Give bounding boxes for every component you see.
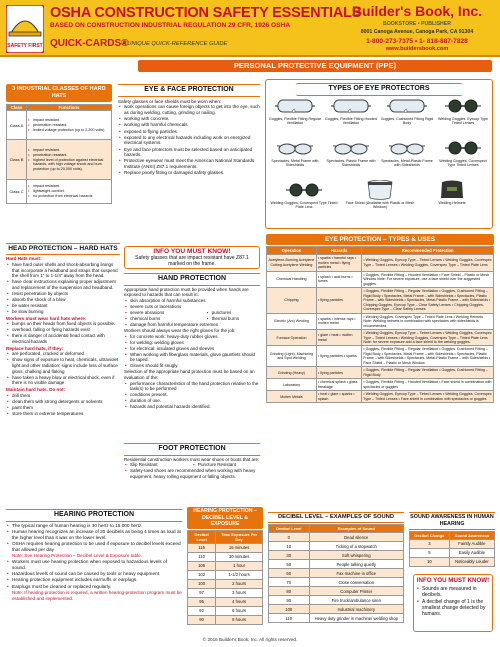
class-a-label: Class A xyxy=(7,111,27,140)
table-row xyxy=(188,597,263,606)
table-cell: • glare • heat • molten metal xyxy=(316,330,361,346)
hard-hat-classes-title: 3 INDUSTRIAL CLASSES OF HARD HATS xyxy=(6,84,112,102)
column-header: Time Exposure Per Day xyxy=(216,530,263,543)
table-row xyxy=(269,569,404,578)
table-row xyxy=(267,379,494,391)
header-banner xyxy=(0,0,500,57)
eye-face-section xyxy=(118,84,260,176)
table-cell: Electric (Arc) Welding xyxy=(267,313,317,329)
eye-protector-item xyxy=(380,138,434,167)
page-subtitle: BASED ON CONSTRUCTION INDUSTRIAL REGULATION 29 CFR, 1926 OSHA xyxy=(50,22,291,29)
spectacles-metal-icon xyxy=(275,138,315,158)
list-item: ▪ damage from harmful temperature extremes xyxy=(124,322,260,328)
list-item: ▪ severe abrasions xyxy=(124,310,206,316)
table-cell: • Welding Goggles, Eyecup Type – Tinted Lenses • Welding Goggles, Coverspec Type – Tinted Lenses • Face shield in combination with spectacles or goggles xyxy=(363,392,492,401)
table-cell: • Goggles, Flexible Fitting – Regular Ventilation • Goggles, Cushioned Fitting – Rigid Body xyxy=(362,367,494,379)
eye-uses-table xyxy=(266,246,494,403)
list-item: • Protective eyewear must meet the American National Standards Institute (ANSI) Z87.1 requirements. xyxy=(118,158,260,169)
table-cell: 50 xyxy=(269,560,310,569)
publisher-subtitle: BOOKSTORE • PUBLISHER xyxy=(382,20,451,27)
eye-protector-label: Welding Helmets xyxy=(438,201,466,206)
ppe-section-title: PERSONAL PROTECTIVE EQUIPMENT (PPE) xyxy=(138,60,492,72)
table-cell: Laboratory xyxy=(267,379,317,391)
table-row xyxy=(188,543,263,552)
hand-intro: Appropriate hand protection must be provided when hands are exposed to hazards that can result in: xyxy=(124,286,249,298)
hard-hat-classes-section xyxy=(6,84,112,204)
list-item: • hazards and potential hazards identified. xyxy=(124,404,260,410)
list-item: • Earplugs must be cleaned or replaced regularly. xyxy=(6,584,182,590)
table-cell: 30 minutes xyxy=(216,552,263,561)
hearing-note-2: Note: If hearing protection is required, a written hearing-protection program must be established and implemented. xyxy=(12,589,182,601)
table-row xyxy=(269,578,404,587)
spectacles-plastic-icon xyxy=(331,138,371,158)
table-cell: • Goggles, Flexible Fitting – Regular Ventilation • Goggles, Cushioned Fitting – Rigid Body • Spectacles, Metal Frame – with Sideshields • Spectacles, Plastic Frame – with Sideshields • Spectacles, Metal-Plastic Frame – with Sideshields • Face Shield – Plastic or Mesh Window xyxy=(362,346,494,367)
eye-uses-title: EYE PROTECTION – TYPES & USES xyxy=(266,234,494,245)
table-cell: Dead silence xyxy=(309,533,404,542)
list-item: • exposed to flying particles. xyxy=(118,129,260,135)
eye-protector-label: Face Shield (Available with Plastic or Mesh Window) xyxy=(345,201,415,210)
list-item: • clean them with strong detergents or solvents xyxy=(6,399,120,405)
list-item: • resist penetration by objects xyxy=(6,291,120,297)
list-item: • lightweight comfort. xyxy=(27,189,111,194)
list-item: • working with concrete. xyxy=(118,116,260,122)
table-row xyxy=(269,596,404,605)
list-item: • absorb the shock of a blow xyxy=(6,297,120,303)
list-item: • duration of use. xyxy=(124,398,260,404)
eye-protector-label: Goggles, Flexible Fitting Regular Ventilation xyxy=(268,117,322,126)
column-header: Sound Awareness xyxy=(449,531,494,539)
safety-first-hardhat-logo-icon xyxy=(6,5,44,53)
table-cell: 8 hours xyxy=(216,615,263,624)
list-item: • Sounds are measured in decibels. xyxy=(416,586,490,599)
table-cell: • Goggles, Flexible Fitting – Hooded Ventilation • Face shield in combination with spectacles or goggles xyxy=(363,380,492,389)
list-item: • working with harmful chemicals xyxy=(118,122,260,128)
table-cell: 1 hour xyxy=(216,561,263,570)
goggles-flex-regular-icon xyxy=(275,96,315,116)
table-cell: 80 xyxy=(269,587,310,596)
publisher-name: Builder's Book, Inc. xyxy=(351,3,483,19)
table-cell: Heavy duty grinder in machine/ welding shop xyxy=(309,614,404,623)
table-row xyxy=(410,557,495,566)
logo-text: SAFETY FIRST xyxy=(7,43,43,49)
list-item: • be water resistant xyxy=(6,303,120,309)
welding-helmet-icon xyxy=(432,180,472,200)
goggles-flex-hooded-icon xyxy=(331,96,371,116)
column-header: Hazards xyxy=(316,247,361,255)
table-cell: 6 hours xyxy=(216,606,263,615)
info-box-decibels xyxy=(413,574,493,632)
foot-protection-title: FOOT PROTECTION xyxy=(124,443,260,456)
table-cell: 100 xyxy=(188,579,216,588)
selection-text: Selection of the appropriate hand protection must be based on an evaluation of the: xyxy=(124,369,255,381)
eye-protector-label: Welding Goggles, Eyecup Type Tinted Lenses xyxy=(437,117,488,126)
table-cell: 70 xyxy=(269,578,310,587)
table-cell: 10 xyxy=(269,542,310,551)
replace-hard-hats-label: Replace hard hats, if they: xyxy=(6,345,64,351)
table-cell: Fax machine in office xyxy=(309,569,404,578)
table-cell: 92 xyxy=(188,606,216,615)
table-row xyxy=(188,606,263,615)
table-row xyxy=(267,271,494,287)
list-item: • paint them xyxy=(6,405,120,411)
table-cell: Acetylene-Burning Acetylene Cutting Acetylene Welding xyxy=(267,255,317,271)
eye-protector-types-section xyxy=(265,79,493,229)
eye-protector-label: Goggles, Cushioned Fitting Rigid Body xyxy=(380,117,434,126)
list-item: • for concrete work: heavy-duty rubber gloves. xyxy=(124,334,260,340)
list-item: • conditions present. xyxy=(124,392,260,398)
table-cell: Fire truck/ambulance siren xyxy=(309,596,404,605)
table-row xyxy=(267,346,494,367)
list-item: • have clear instructions explaining proper adjustment and replacement of the suspension and headband. xyxy=(6,279,120,290)
table-cell: • Welding Goggles, Eyecup Type – Tinted Lenses • Welding Goggles, Coverspec Type – Tinted Lenses • Welding Goggles, Coverspec Type – Tinted Plate Lens xyxy=(362,255,494,271)
info-box-z87 xyxy=(124,246,260,269)
list-item: • Safety-toed shoes are recommended when working with heavy equipment, heavy rolling equipment or falling objects. xyxy=(124,468,260,479)
column-header: Decibel Level xyxy=(188,530,216,543)
list-item: • Workers must use hearing protection when exposed to hazardous levels of sound. xyxy=(6,559,182,571)
table-cell: • sparks • harmful rays • molten metal • flying particles xyxy=(316,255,361,271)
table-cell: 110 xyxy=(269,614,310,623)
list-item: • Replace poorly fitting or damaged safety glasses. xyxy=(118,170,260,176)
list-item: • no protection from electrical hazards xyxy=(27,194,111,199)
welding-goggles-coverspec-plate-icon xyxy=(284,180,324,200)
table-cell: • Welding Goggles, Coverspec Type – Tinted Plate Lens • Welding Helmets Note: Welding helmets in combination with spectacles with sideshields is recommended. xyxy=(362,313,494,329)
table-row xyxy=(188,561,263,570)
table-cell: 5 xyxy=(410,548,450,557)
table-cell: 105 xyxy=(188,561,216,570)
table-cell: 3 xyxy=(410,539,450,548)
column-header: Decibel Change xyxy=(410,531,450,539)
list-item: • store them in extreme temperatures xyxy=(6,411,120,417)
table-row xyxy=(269,605,404,614)
hearing-protection-section xyxy=(6,509,182,601)
eye-protector-item xyxy=(344,180,416,209)
table-cell: 115 xyxy=(188,543,216,552)
table-cell: • Goggles, Flexible Fitting – Regular Ventilation • Goggles, Cushioned Fitting – Rigid Body • Spectacles, Metal Frame – with Sideshields • Spectacles, Plastic Frame – with Sideshields • Spectacles, Metal-Plastic Frame – with Sideshields • Chipping Goggles, Eyecup Type – Clear Safety Lenses • Chipping Goggles, Coverspec Type – Clear Safety Lenses xyxy=(362,288,494,313)
list-item: • for welding: welding gloves xyxy=(124,340,260,346)
goggles-cushioned-icon xyxy=(387,96,427,116)
col-class: Class xyxy=(7,104,27,111)
list-item: • OSHA requires hearing protection to be used if exposure to decibel levels exceed that allowed per day xyxy=(6,541,182,553)
table-row xyxy=(188,588,263,597)
eye-uses-section xyxy=(266,234,494,403)
table-cell: 4 hours xyxy=(216,597,263,606)
table-row xyxy=(267,288,494,313)
spectacles-metal-plastic-icon xyxy=(387,138,427,158)
list-item: • Hearing protection equipment includes earmuffs or earplugs. xyxy=(6,577,182,583)
decibel-examples-title: DECIBEL LEVEL – EXAMPLES OF SOUND xyxy=(268,512,404,523)
table-cell: Industrial machinery xyxy=(309,605,404,614)
table-row xyxy=(410,539,495,548)
table-cell: 90 xyxy=(269,596,310,605)
hearing-protection-title: HEARING PROTECTION xyxy=(6,509,182,522)
page-title: OSHA CONSTRUCTION SAFETY ESSENTIALS xyxy=(50,5,362,21)
table-cell: • Goggles, Flexible Fitting – Hooded Ventilation • Face Shield – Plastic or Mesh Window Note: For severe exposure, use a face shield over the suggested goggles. xyxy=(362,271,494,287)
table-cell: Computer Printer xyxy=(309,587,404,596)
class-b-label: Class B xyxy=(7,140,27,180)
publisher-website: www.buildersbook.com xyxy=(385,45,449,52)
sound-awareness-section xyxy=(409,512,495,567)
list-item: • have hard outer shells and shock-absorbing linings that incorporate a headband and straps that suspend the shell from 1" to 1-1/4" away from the head. xyxy=(6,262,120,279)
table-cell: 90 xyxy=(188,615,216,624)
table-row xyxy=(267,330,494,346)
wear-hard-hats-label: Workers must wear hard hats where: xyxy=(6,315,87,321)
table-cell: 3 hours xyxy=(216,588,263,597)
list-item: • impact resistant. xyxy=(27,148,111,153)
table-cell: Molten Metals xyxy=(267,391,317,403)
table-row xyxy=(410,548,495,557)
list-item: • overhead, falling or flying hazards exist xyxy=(6,327,120,333)
quickcards-brand: QUICK-CARDS® xyxy=(50,38,129,49)
publisher-block xyxy=(338,3,496,53)
table-cell: Ticking of a stopwatch xyxy=(309,542,404,551)
foot-protection-section xyxy=(124,443,260,480)
table-cell: 10 xyxy=(410,557,450,566)
list-item: • have taken a heavy blow or electrical shock, even if there is no visible damage xyxy=(6,375,120,386)
table-row xyxy=(267,313,494,329)
table-cell: Chemical Handling xyxy=(267,271,317,287)
decibel-examples-section xyxy=(268,512,404,623)
table-cell: • splash • acid burns • fumes xyxy=(316,271,361,287)
eye-protector-item xyxy=(324,138,378,167)
table-cell: 102 xyxy=(188,570,216,579)
list-item: ▪ thermal burns xyxy=(206,316,260,322)
table-row xyxy=(188,615,263,624)
column-header: Examples of Sound xyxy=(309,525,404,533)
table-cell: Noticeably Louder xyxy=(449,557,494,566)
list-item: • show signs of exposure to heat, chemicals, ultraviolet light and other radiation; signs include loss of surface gloss, chalking and flaking xyxy=(6,357,120,374)
table-cell: • flying particles xyxy=(316,367,361,379)
eye-protector-item xyxy=(324,96,378,125)
eye-protector-item xyxy=(268,180,340,209)
list-item: • When working with fiberglass materials, glove gauntlets should be taped. xyxy=(124,352,260,363)
hard-hats-must-label: Hard Hats must: xyxy=(6,256,42,262)
table-cell: • heat • glare • sparks • splash xyxy=(316,391,361,403)
list-item: • penetration resistant. xyxy=(27,123,111,128)
table-cell: • flying particles xyxy=(316,288,361,313)
table-row xyxy=(188,570,263,579)
table-row xyxy=(267,255,494,271)
table-row xyxy=(269,542,404,551)
col-functions: Functions xyxy=(27,104,112,111)
column-header: Decibel Level xyxy=(269,525,310,533)
eye-protector-label: Spectacles, Plastic Frame with Sideshields xyxy=(326,159,376,168)
exposure-title: HEARING PROTECTION – DECIBEL LEVEL & EXPOSURE xyxy=(187,507,263,529)
eye-face-intro: Safety glasses or face shields must be worn when: xyxy=(118,98,222,104)
table-cell: Chipping xyxy=(267,288,317,313)
publisher-address: 8001 Canoga Avenue, Canoga Park, CA 91304 xyxy=(360,29,474,35)
welding-goggles-coverspec-icon xyxy=(443,138,483,158)
table-row xyxy=(7,111,112,140)
list-item: • impact resistant. xyxy=(27,184,111,189)
table-cell: Furnace Operation xyxy=(267,330,317,346)
eye-protector-item xyxy=(268,96,322,125)
table-row xyxy=(269,587,404,596)
gloves-label: Workers should always wear the right gloves for the job: xyxy=(124,328,236,334)
list-item: ▪ Puncture Resistant xyxy=(192,462,260,468)
table-row xyxy=(7,140,112,180)
table-cell: • sparks • intense rays • molten metal xyxy=(316,313,361,329)
table-row xyxy=(7,180,112,204)
awareness-table xyxy=(409,531,495,567)
list-item: ▪ skin absorption of harmful substances xyxy=(124,298,260,304)
table-row xyxy=(269,551,404,560)
table-row xyxy=(188,579,263,588)
list-item: • highest level of protection against electrical hazards, with high voltage shock and burn protection (up to 20,000 volts). xyxy=(27,158,111,172)
eye-protector-label: Goggles, Flexible Fitting Hooded Ventilation xyxy=(324,117,378,126)
eye-protector-item xyxy=(380,96,434,125)
info-box-title: INFO YOU MUST KNOW! xyxy=(416,577,490,584)
list-item: • drill them xyxy=(6,393,120,399)
list-item: ▪ Slip Resistant xyxy=(124,462,192,468)
table-cell: 110 xyxy=(188,552,216,561)
column-header: Recommended Protection xyxy=(362,247,494,255)
list-item: • exposed to any electrical hazards including work on energized electrical systems. xyxy=(118,135,260,146)
list-item: ▪ punctures xyxy=(206,310,260,316)
head-protection-title: HEAD PROTECTION – HARD HATS xyxy=(6,243,120,255)
publisher-phone: 1-800-273-7375 • 1- 818-887-7828 xyxy=(366,37,468,45)
eye-protector-item xyxy=(436,96,490,125)
table-cell: Faintly Audible xyxy=(449,539,494,548)
list-item: ▪ chemical burns xyxy=(124,316,206,322)
table-cell: 1-1/2 hours xyxy=(216,570,263,579)
list-item: • there is danger of accidental head contact with electrical hazards xyxy=(6,333,120,344)
table-cell: 100 xyxy=(269,605,310,614)
info-box-title: INFO YOU MUST KNOW! xyxy=(153,248,231,255)
sound-awareness-title: SOUND AWARENESS IN HUMAN HEARING xyxy=(409,512,495,530)
list-item: • A decibel change of 1 is the smallest change detected by humans. xyxy=(416,599,490,618)
eye-protector-label: Spectacles, Metal Frame with Sideshields xyxy=(271,159,319,168)
welding-goggles-eyecup-icon xyxy=(443,96,483,116)
table-row xyxy=(269,533,404,542)
table-row xyxy=(269,560,404,569)
list-item: ▪ severe cuts or lacerations xyxy=(124,304,260,310)
table-cell: 0 xyxy=(269,533,310,542)
table-cell: 15 minutes xyxy=(216,543,263,552)
eye-protector-item xyxy=(416,180,488,205)
table-cell: 95 xyxy=(188,597,216,606)
list-item: • Hazardous levels of sound can be caused by tools or heavy equipment xyxy=(6,571,182,577)
list-item: • Human hearing recognizes an increase of 20 decibels as being 4 times as loud at the higher level than it was on the lower level. xyxy=(6,529,182,541)
decibel-table xyxy=(268,524,404,623)
maintain-hard-hats-label: Maintain hard hats. Do not: xyxy=(6,386,66,392)
table-cell: Grinding (Light), Machining and Spot Welding xyxy=(267,346,317,367)
table-row xyxy=(267,391,494,403)
list-item: • be slow burning xyxy=(6,309,120,315)
eye-protector-label: Welding Goggles, Coverspect Type Tinted Plate Lens xyxy=(270,201,338,210)
table-row xyxy=(267,367,494,379)
hand-protection-section xyxy=(124,273,260,410)
table-cell: 30 xyxy=(269,551,310,560)
column-header: Operation xyxy=(267,247,317,255)
list-item: • work operations can cause foreign objects to get into the eye, such as during welding, cutting, grinding or nailing. xyxy=(118,104,260,115)
table-cell: People talking quietly xyxy=(309,560,404,569)
list-item: • penetration resistant. xyxy=(27,153,111,158)
table-cell: 2 hours xyxy=(216,579,263,588)
list-item: • Gloves should fit snugly. xyxy=(124,363,260,369)
face-shield-icon xyxy=(360,180,400,200)
list-item: • The typical range of human hearing is 30 hertz to 15,000 hertz. xyxy=(6,523,182,529)
exposure-table xyxy=(187,530,263,625)
hearing-note-1: Note: See Hearing Protection – Decibel Level & Exposure table. xyxy=(12,553,142,559)
table-cell: Close conversation xyxy=(309,578,404,587)
list-item: • bumps on their heads from fixed objects is possible. xyxy=(6,321,120,327)
hand-protection-title: HAND PROTECTION xyxy=(124,273,260,286)
list-item: • limited voltage protection (up to 2,200 volts). xyxy=(27,128,111,133)
hard-hat-classes-table xyxy=(6,104,112,205)
table-cell: 97 xyxy=(188,588,216,597)
eye-face-title: EYE & FACE PROTECTION xyxy=(118,84,260,97)
eye-protector-item xyxy=(268,138,322,167)
eye-face-list xyxy=(118,104,260,176)
list-item: • impact resistant. xyxy=(27,118,111,123)
eye-protector-label: Welding Goggles, Coverspect Type Tinted Lenses xyxy=(439,159,487,168)
list-item: • performance characteristics of the hand protection relative to the task(s) to be performed xyxy=(124,381,260,392)
list-item: • for electrical: insulated gloves and sleeves xyxy=(124,346,260,352)
table-cell: Grinding (Heavy) xyxy=(267,367,317,379)
table-row xyxy=(269,614,404,623)
table-cell: • flying particles • sparks xyxy=(316,346,361,367)
eye-protector-item xyxy=(436,138,490,167)
eye-protector-label: Spectacles, Metal-Plastic Frame with Sideshields xyxy=(381,159,433,168)
head-protection-section xyxy=(6,243,120,417)
table-cell: Easily Audible xyxy=(449,548,494,557)
list-item: • are perforated, cracked or deformed xyxy=(6,351,120,357)
table-cell: • chemical splash • glass breakage xyxy=(316,379,361,391)
table-cell: Soft whispering xyxy=(309,551,404,560)
eye-protector-types-title: TYPES OF EYE PROTECTORS xyxy=(296,83,462,96)
list-item: • Eye and face protectors must be selected based on anticipated hazards. xyxy=(118,147,260,158)
foot-intro: Residential construction workers must wear shoes or boots that are: xyxy=(124,456,260,462)
table-cell: 60 xyxy=(269,569,310,578)
tagline: A UNIQUE QUICK-REFERENCE GUIDE xyxy=(122,41,228,47)
class-c-label: Class C xyxy=(7,180,27,204)
table-row xyxy=(188,552,263,561)
info-box-text: Safety glasses that are impact resistant have Z87.1 marked on the frame. xyxy=(135,255,249,267)
table-cell: • Welding Goggles, Eyecup Type – Tinted Lenses • Welding Goggles, Coverspec Type – Tinted Lenses • Welding Goggles, Coverspec Type – Tinted Plate Lens Note: for severe exposure add a face shield to the welding goggles. xyxy=(363,331,492,344)
exposure-section xyxy=(187,507,263,625)
footer-copyright: © 2016 Builder's Book, Inc. All rights reserved. xyxy=(202,637,298,642)
